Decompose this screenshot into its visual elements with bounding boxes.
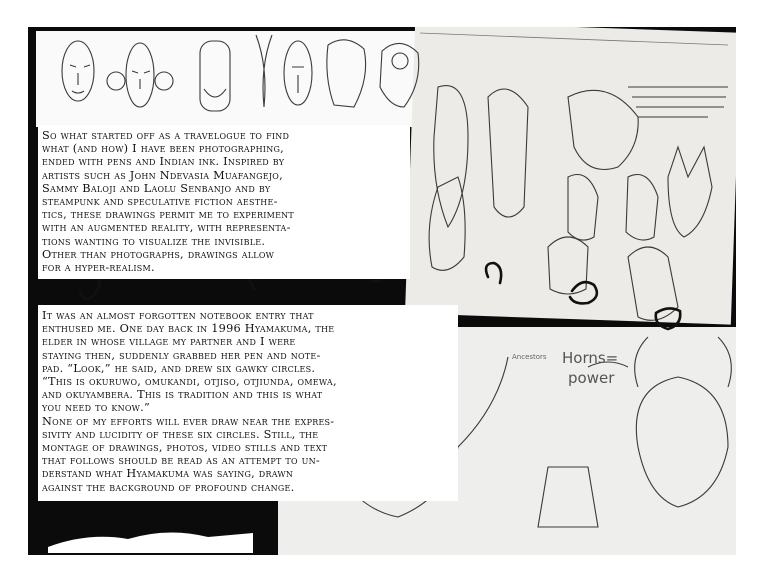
horns-label-line-1: Horns= xyxy=(562,349,619,367)
circle-okuruwo xyxy=(80,279,99,299)
intro-text-box xyxy=(38,125,410,279)
collage-frame xyxy=(28,27,736,555)
small-sketch-label: Ancestors xyxy=(512,353,547,361)
mask-sketch-strip xyxy=(36,31,428,127)
story-paragraph: It was an almost forgotten notebook entry that enthused me. One day back in 1996 Hyamakuma, the elder in whose village my partner and I were staying then, suddenly grabbed her pen and note- pad. “Look,” he said, and drew six gawky circles. “This is okuruwo, omukandi, otjiso, otjiunda, omewa, and okuyambera. This is tradition and this is what you need to know.” None of my efforts will ever draw near the expres- sivity and lucidity of these six circles. Still, the montage of drawings, photos, video stills and text that follows should be read as an attempt to un- derstand what Hyamakuma was saying, drawn against the background of profound change. xyxy=(42,309,337,494)
intro-paragraph: So what started off as a travelogue to find what (and how) I have been photographing, ended with pens and Indian ink. Inspired by artists such as John Ndevasia Muafangejo, Sammy Baloji and Laolu Senbanjo and by steampunk and speculative fiction aesthe- tics, these drawings permit me to experiment with an augmented reality, with representa- tions wanting to visualize the invisible. Other than photographs, drawings allow for a hyper-realism. xyxy=(42,129,295,275)
story-text-box xyxy=(38,305,458,501)
horns-label-line-2: power xyxy=(568,369,615,387)
